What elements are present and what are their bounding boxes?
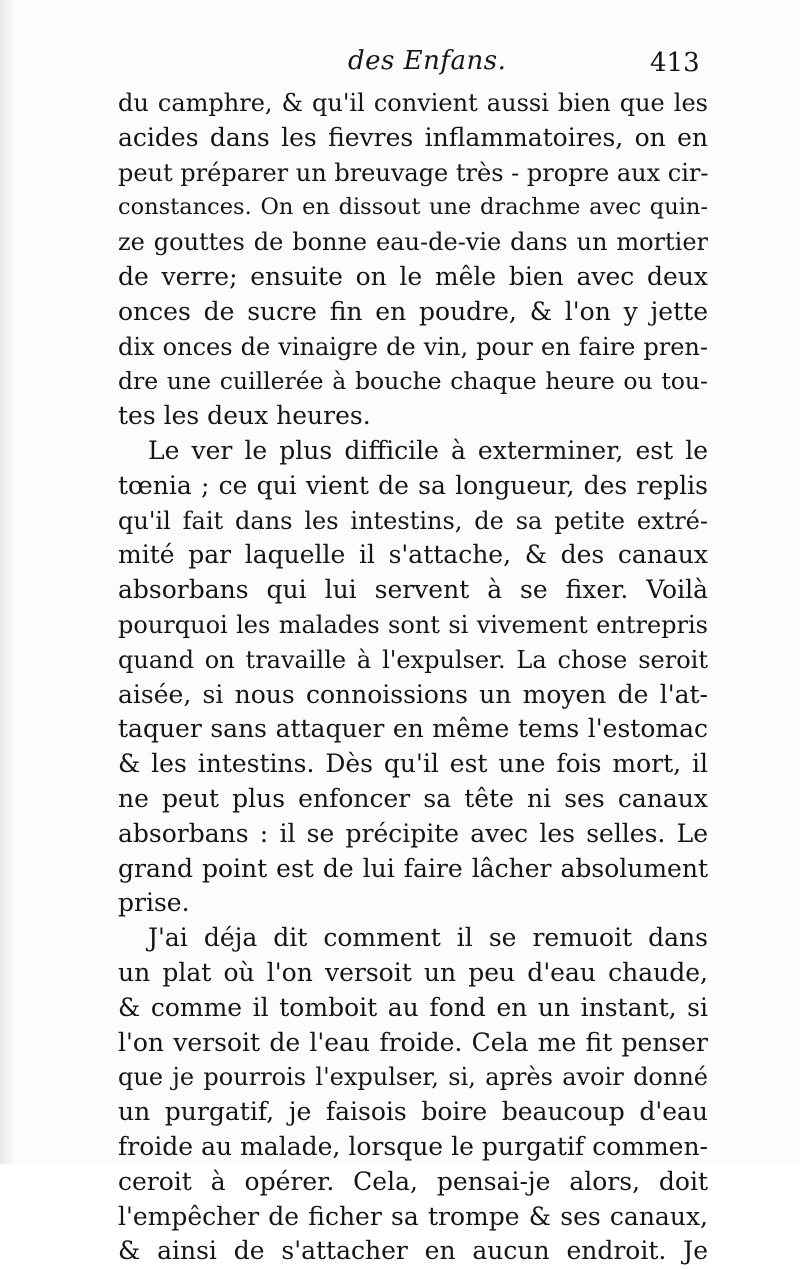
paragraph-start: Le ver le plus difficile à exterminer, est le xyxy=(148,435,708,465)
text-line: de verre; ensuite on le mêle bien avec deux xyxy=(118,261,708,291)
text-line: tœnia ; ce qui vient de sa longueur, des replis xyxy=(118,470,708,500)
text-line: onces de sucre fin en poudre, & l'on y jette xyxy=(118,296,708,326)
text-line: ceroit à opérer. Cela, pensai-je alors, doit xyxy=(118,1166,708,1196)
text-line: dre une cuillerée à bouche chaque heure ou tou- xyxy=(118,367,708,396)
text-line: & les intestins. Dès qu'il est une fois mort, il xyxy=(118,749,708,779)
text-line: dix onces de vinaigre de vin, pour en faire pren- xyxy=(118,332,708,361)
text-line: un purgatif, je faisois boire beaucoup d'eau xyxy=(118,1097,708,1127)
text-line: tes les deux heures. xyxy=(118,401,371,431)
text-line: & ainsi de s'attacher en aucun endroit. Je xyxy=(118,1236,708,1266)
text-line: acides dans les fievres inflammatoires, on en xyxy=(118,122,708,152)
text-line: l'empêcher de ficher sa trompe & ses canaux, xyxy=(118,1201,708,1231)
text-line: prise. xyxy=(118,888,190,918)
running-title: des Enfans. xyxy=(348,46,507,76)
text-line: & comme il tomboit au fond en un instant, si xyxy=(118,992,708,1022)
text-line: ne peut plus enfoncer sa tête ni ses canaux xyxy=(118,783,708,813)
body-text xyxy=(118,86,708,1269)
text-line: du camphre, & qu'il convient aussi bien que les xyxy=(118,89,708,117)
text-line: un plat où l'on versoit un peu d'eau chaude, xyxy=(118,957,708,987)
text-line: qu'il fait dans les intestins, de sa petite extré- xyxy=(118,506,708,535)
text-line: absorbans : il se précipite avec les selles. Le xyxy=(118,818,708,848)
text-line: l'on versoit de l'eau froide. Cela me fit penser xyxy=(118,1027,708,1057)
text-line: ze gouttes de bonne eau-de-vie dans un mortier xyxy=(118,228,708,257)
text-line: constances. On en dissout une drachme avec quin- xyxy=(118,194,708,221)
text-line: aisée, si nous connoissions un moyen de l'at- xyxy=(118,679,708,709)
page-edge-shadow xyxy=(0,0,14,1164)
text-line: absorbans qui lui servent à se fixer. Voilà xyxy=(118,575,708,605)
text-line: peut préparer un breuvage très - propre aux cir- xyxy=(118,158,708,187)
text-line: grand point est de lui faire lâcher absolument xyxy=(118,853,708,883)
text-line: froide au malade, lorsque le purgatif commen- xyxy=(118,1131,708,1161)
paragraph-start: J'ai déja dit comment il se remuoit dans xyxy=(148,923,708,953)
text-line: quand on travaille à l'expulser. La chose seroit xyxy=(118,645,708,674)
page-number: 413 xyxy=(650,48,700,78)
text-line: mité par laquelle il s'attache, & des canaux xyxy=(118,540,708,570)
text-line: taquer sans attaquer en même tems l'estomac xyxy=(118,714,708,744)
text-line: pourquoi les malades sont si vivement entrepris xyxy=(118,610,708,639)
text-line: que je pourrois l'expulser, si, après avoir donné xyxy=(118,1063,708,1092)
page-header xyxy=(0,42,800,82)
